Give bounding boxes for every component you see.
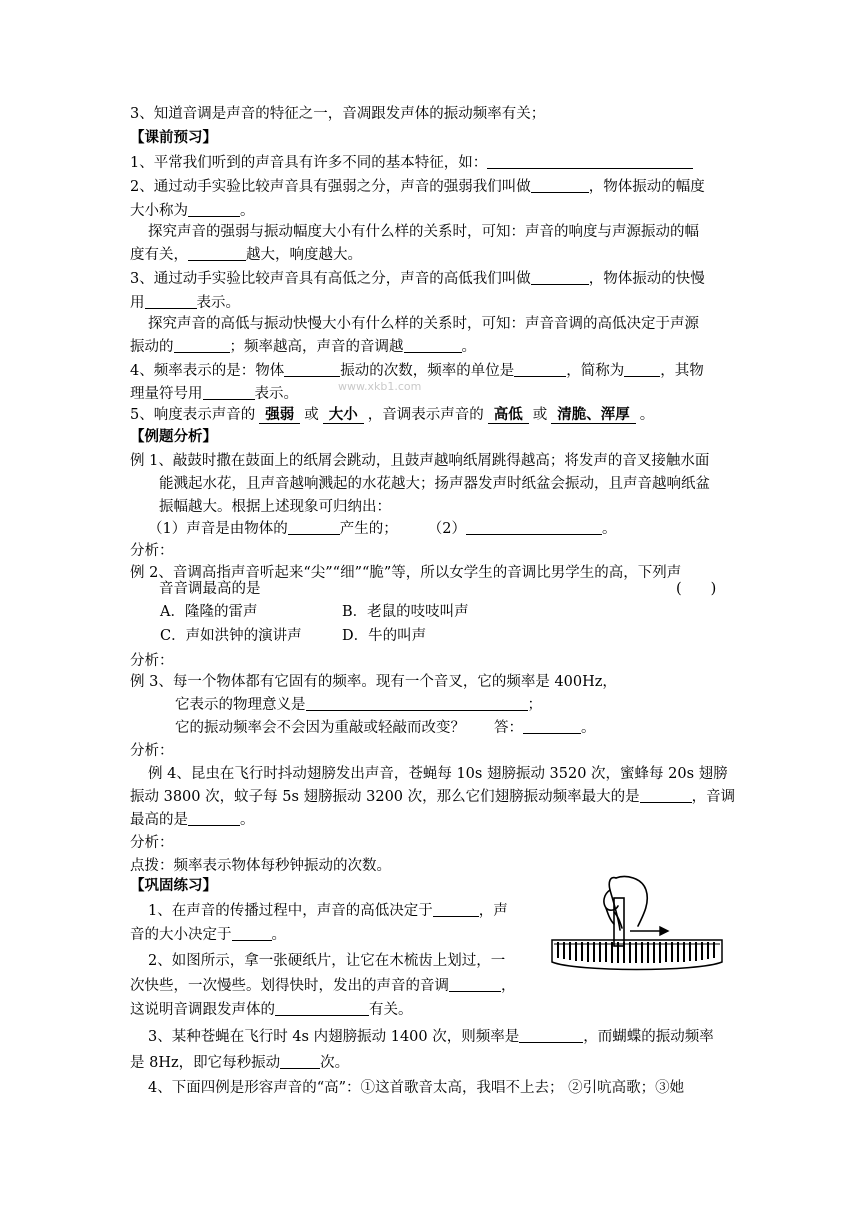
preview-q3-text: 用	[130, 295, 145, 311]
preview-q4-text: 表示。	[254, 386, 298, 402]
direction-arrow-icon	[630, 927, 668, 935]
answer-blank[interactable]	[404, 338, 462, 353]
practice2-line2	[130, 976, 516, 996]
example1-line1: 例 1、敲鼓时撒在鼓面上的纸屑会跳动，且鼓声越响纸屑跳得越高；将发声的音叉接触水面	[130, 453, 710, 469]
preview-p2-text: ；频率越高，声音的音调越	[229, 339, 404, 355]
practice4-line1: 4、下面四例是形容声音的“高”：①这首歌音太高，我唱不上去； ②引吭高歌；③她	[148, 1080, 685, 1096]
practice3-line2	[130, 1053, 349, 1073]
preview-q2-text: 2、通过动手实验比较声音具有强弱之分，声音的强弱我们叫做	[130, 179, 531, 195]
example3-text: 它的振动频率会不会因为重敲或轻敲而改变？ 答：	[175, 720, 523, 736]
example4-text: ，音调	[691, 789, 736, 805]
answer-blank[interactable]	[203, 385, 255, 400]
practice2-line1: 2、如图所示，拿一张硬纸片，让它在木梳齿上划过，一	[148, 953, 506, 969]
preview-p2-text: 振动的	[130, 339, 174, 355]
preview-q4-text: 振动的次数，频率的单位是	[340, 363, 515, 379]
intro-line: 3、知道音调是声音的特征之一，音凋跟发声体的振动频率有关；	[130, 106, 546, 122]
practice2-text: 这说明音调跟发声体的	[130, 1002, 275, 1018]
example3-text: ；	[527, 697, 542, 713]
example3-line1: 例 3、每一个物体都有它固有的频率。现有一个音叉，它的频率是 400Hz，	[130, 674, 617, 690]
preview-q2	[130, 177, 705, 197]
example3-text: 它表示的物理意义是	[175, 697, 306, 713]
example4-line2	[130, 787, 735, 807]
practice3-line1	[148, 1027, 714, 1047]
practice1-text: 。	[271, 927, 286, 943]
answer-blank[interactable]	[487, 154, 693, 169]
answer-filled: 大小	[323, 406, 364, 424]
answer-blank[interactable]	[188, 246, 246, 261]
watermark: www.xkb1.com	[338, 380, 422, 393]
preview-q2-text: ，物体振动的幅度	[588, 179, 705, 195]
preview-q3-cont	[130, 293, 240, 313]
comb-card-figure	[548, 868, 726, 980]
preview-p2-cont	[130, 337, 476, 357]
preview-p1-cont	[130, 245, 362, 265]
analysis-label: 分析：	[130, 743, 174, 759]
preview-q5-text: 或	[304, 407, 319, 423]
answer-blank[interactable]	[188, 811, 240, 826]
option-b[interactable]: B．老鼠的吱吱叫声	[342, 604, 469, 620]
example1-text: （1）声音是由物体的	[148, 521, 288, 537]
answer-blank[interactable]	[531, 178, 589, 193]
preview-q2-text: 大小称为	[130, 203, 188, 219]
example2-line1: 例 2、音调高指声音听起来“尖”“细”“脆”等，所以女学生的音调比男学生的高，下列声	[130, 565, 682, 581]
answer-blank[interactable]	[174, 338, 230, 353]
preview-p1-text: 越大，响度越大。	[246, 247, 362, 263]
answer-blank[interactable]	[280, 1054, 320, 1069]
answer-blank[interactable]	[145, 294, 197, 309]
tip-line: 点拨：频率表示物体每秒钟振动的次数。	[130, 858, 391, 874]
answer-blank[interactable]	[232, 926, 272, 941]
example3-line3	[175, 718, 596, 738]
example3-text: 。	[581, 720, 596, 736]
preview-q4	[130, 361, 704, 381]
hand-illustration	[604, 877, 647, 931]
preview-q5-text: 或	[532, 407, 548, 423]
example4-text: 。	[240, 812, 255, 828]
example2-line2: 音音调最高的是	[159, 581, 261, 597]
practice1-text: 音的大小决定于	[130, 927, 232, 943]
answer-blank[interactable]	[188, 202, 240, 217]
example4-line1: 例 4、昆虫在飞行时抖动翅膀发出声音，苍蝇每 10s 翅膀振动 3520 次，蜜蜂每 20s 翅膀	[148, 766, 728, 782]
answer-filled: 强弱	[259, 406, 300, 424]
option-d[interactable]: D．牛的叫声	[342, 628, 427, 644]
comb-illustration	[552, 940, 722, 970]
preview-q2-cont	[130, 201, 255, 221]
preview-q5-text: 5、响度表示声音的	[130, 407, 256, 423]
answer-parentheses[interactable]: ( )	[676, 581, 717, 597]
preview-q1-text: 1、平常我们听到的声音具有许多不同的基本特征，如：	[130, 155, 488, 171]
analysis-label: 分析：	[130, 543, 174, 559]
analysis-label: 分析：	[130, 835, 174, 851]
example3-line2	[175, 695, 542, 715]
practice3-text: 次。	[320, 1055, 350, 1071]
example1-line3: 振幅越大。根据上述现象可归纳出：	[159, 499, 391, 515]
preview-q4-cont	[130, 384, 298, 404]
example1-text: 产生的；	[339, 521, 398, 537]
practice1-line2	[130, 925, 286, 945]
analysis-label: 分析：	[130, 653, 174, 669]
preview-p2: 探究声音的高低与振动快慢大小有什么样的关系时，可知：声音音调的高低决定于声源	[148, 316, 699, 332]
answer-blank[interactable]	[624, 362, 660, 377]
answer-filled: 高低	[488, 406, 529, 424]
preview-q4-text: 4、频率表示的是：物体	[130, 363, 285, 379]
section-heading-preview: 【课前预习】	[130, 129, 217, 146]
practice3-text: 3、某种苍蝇在飞行时 4s 内翅膀振动 1400 次，则频率是	[148, 1029, 520, 1045]
answer-blank[interactable]	[433, 902, 479, 917]
practice2-line3	[130, 1000, 413, 1020]
preview-p1: 探究声音的强弱与振动幅度大小有什么样的关系时，可知：声音的响度与声源振动的幅	[148, 224, 699, 240]
preview-q5	[130, 405, 654, 425]
option-a[interactable]: A．隆隆的雷声	[160, 604, 258, 620]
practice2-text: 次快些，一次慢些。划得快时，发出的声音的音调	[130, 978, 449, 994]
preview-q5-text: ，音调表示声音的	[367, 407, 484, 423]
preview-q4-text: 理量符号用	[130, 386, 203, 402]
practice1-text: 1、在声音的传播过程中，声音的高低决定于	[148, 903, 433, 919]
answer-blank[interactable]	[531, 270, 589, 285]
practice1-line1	[148, 901, 508, 921]
preview-q3-text: 3、通过动手实验比较声音具有高低之分，声音的高低我们叫做	[130, 271, 531, 287]
answer-blank[interactable]	[519, 1028, 583, 1043]
preview-q2-text: 。	[240, 203, 255, 219]
answer-blank[interactable]	[466, 520, 602, 535]
example4-line3	[130, 810, 255, 830]
example1-text: 。	[601, 521, 617, 537]
practice2-text: ，	[501, 978, 516, 994]
example4-text: 振动 3800 次，蚊子每 5s 翅膀振动 3200 次，那么它们翅膀振动频率最大的是	[130, 789, 640, 805]
preview-p2-text: 。	[461, 339, 476, 355]
practice1-text: ，声	[478, 903, 508, 919]
answer-blank[interactable]	[514, 362, 566, 377]
section-heading-examples: 【例题分析】	[130, 428, 217, 445]
example1-line2: 能溅起水花，且声音越响溅起的水花越大；扬声器发声时纸盆会振动，且声音越响纸盆	[159, 476, 710, 492]
practice3-text: 是 8Hz，即它每秒振动	[130, 1055, 281, 1071]
answer-blank[interactable]	[306, 696, 528, 711]
example1-sub	[148, 519, 616, 539]
preview-q3-text: 表示。	[196, 295, 240, 311]
answer-blank[interactable]	[284, 362, 340, 377]
practice2-text: 有关。	[369, 1002, 413, 1018]
option-c[interactable]: C．声如洪钟的演讲声	[160, 628, 302, 644]
section-heading-practice: 【巩固练习】	[130, 877, 217, 894]
answer-blank[interactable]	[449, 977, 501, 992]
answer-blank[interactable]	[288, 520, 340, 535]
preview-q3	[130, 269, 705, 289]
preview-q3-text: ，物体振动的快慢	[588, 271, 705, 287]
preview-q4-text: ，简称为	[566, 363, 625, 379]
answer-filled: 清脆、浑厚	[551, 406, 636, 424]
example4-text: 最高的是	[130, 812, 188, 828]
example1-text: （2）	[427, 521, 466, 537]
preview-q1	[130, 153, 693, 173]
answer-blank[interactable]	[275, 1001, 369, 1016]
preview-q5-text: 。	[639, 407, 655, 423]
preview-q4-text: ，其物	[660, 363, 704, 379]
answer-blank[interactable]	[640, 788, 692, 803]
preview-p1-text: 度有关，	[130, 247, 188, 263]
answer-blank[interactable]	[523, 719, 581, 734]
practice3-text: ，而蝴蝶的振动频率	[583, 1029, 714, 1045]
